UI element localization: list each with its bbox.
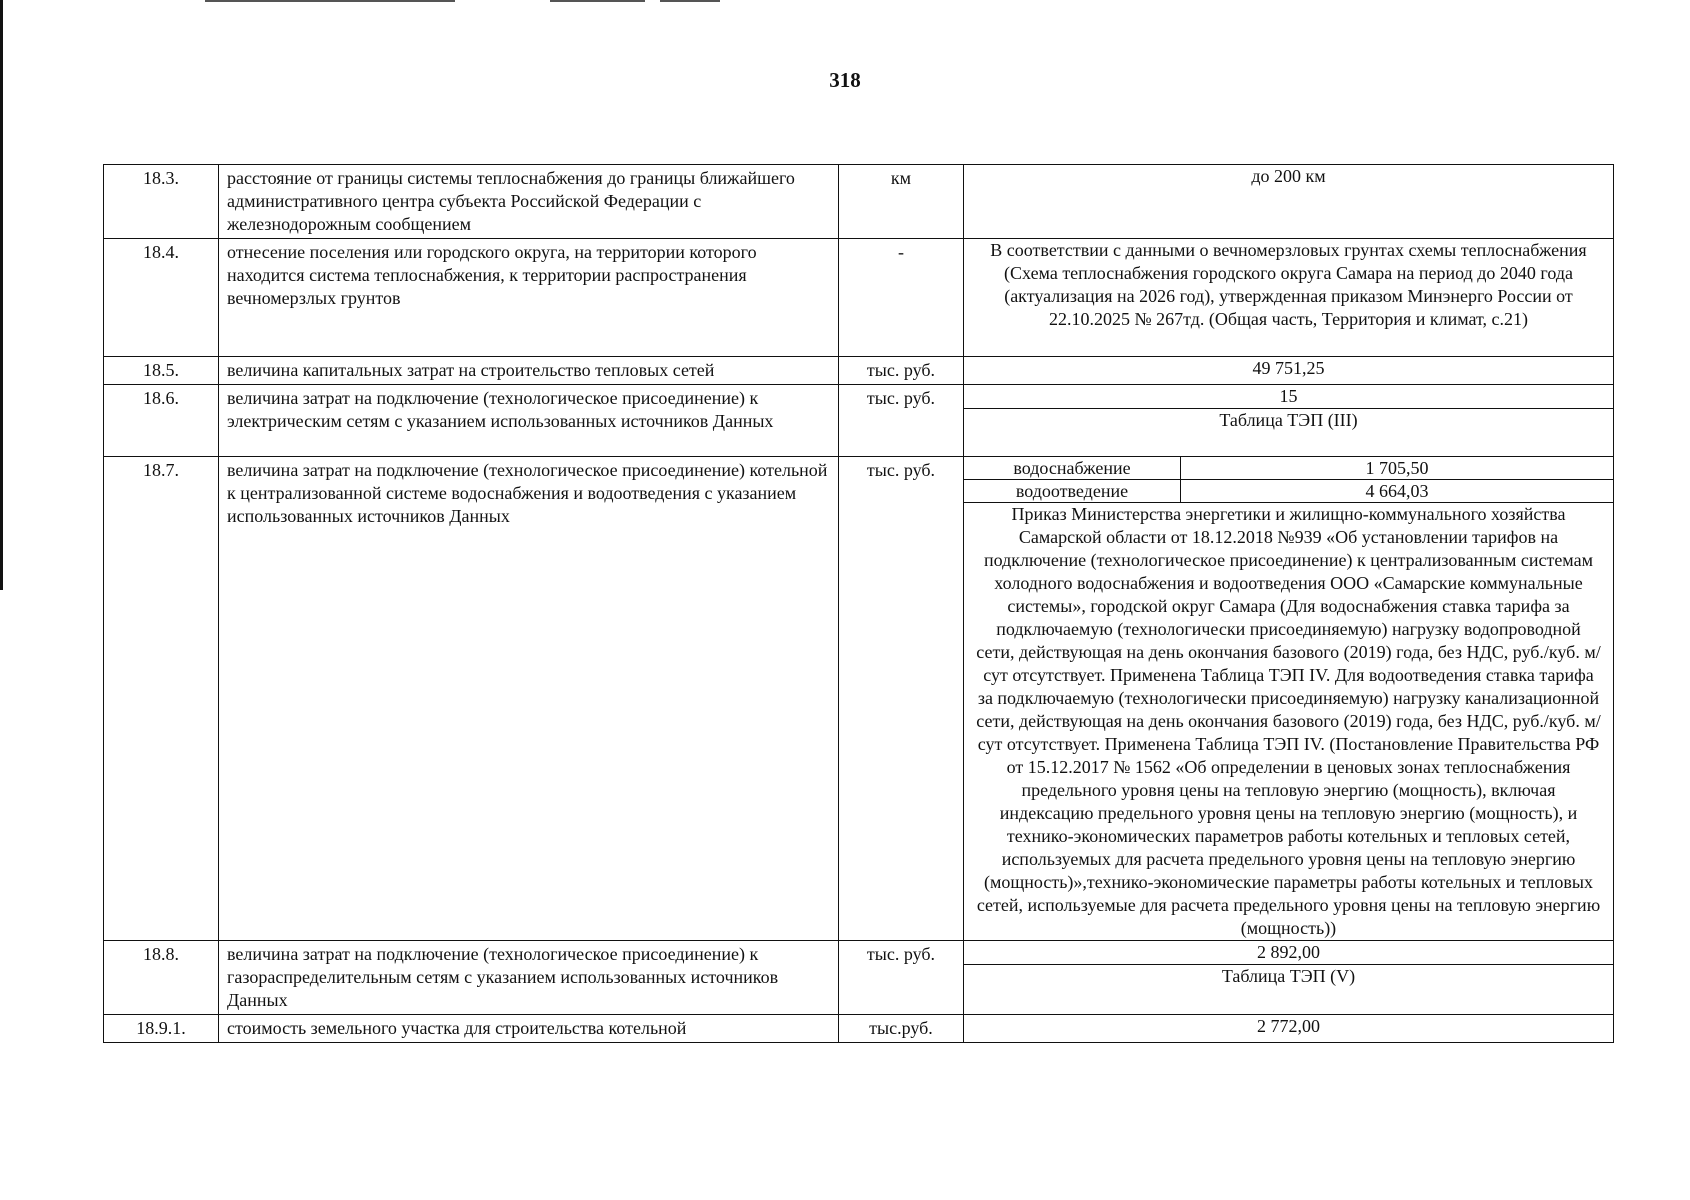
row-description: величина затрат на подключение (технологическое присоединение) котельной к централизованной системе водоснабжения и водоотведения с указанием использованных источников Данных [219,457,839,941]
row-number: 18.6. [104,385,219,457]
sub-values-table [964,457,1613,503]
row-value-cell [964,1015,1614,1043]
row-number: 18.9.1. [104,1015,219,1043]
row-value: В соответствии с данными о вечномерзловых грунтах схемы теплоснабжения (Схема теплоснабжения городского округа Самара на период до 2040 года (актуализация на 2026 год), утвержденная приказом Минэнерго России от 22.10.2025 № 267тд. (Общая часть, Территория и климат, с.21) [990,240,1587,329]
row-value-cell [964,357,1614,385]
table-row [104,385,1614,457]
row-value: 49 751,25 [1252,358,1325,378]
table-row [104,165,1614,239]
table-row [104,941,1614,1015]
row-description: величина затрат на подключение (технологическое присоединение) к электрическим сетям с указанием использованных источников Данных [219,385,839,457]
row-value: 2 892,00 [964,941,1613,965]
sub-value: 4 664,03 [1181,480,1614,503]
row-description: величина затрат на подключение (технологическое присоединение) к газораспределительным сетям с указанием использованных источников Данных [219,941,839,1015]
sub-value: 1 705,50 [1181,457,1614,480]
row-description: отнесение поселения или городского округа, на территории которого находится система теплоснабжения, к территории распространения вечномерзлых грунтов [219,239,839,357]
table-row [104,357,1614,385]
row-value-cell [964,457,1614,941]
sub-row [964,480,1613,503]
row-unit: тыс.руб. [839,1015,964,1043]
sub-label: водоотведение [964,480,1181,503]
row-unit: тыс. руб. [839,385,964,457]
scan-marks [205,0,725,4]
row-description: стоимость земельного участка для строительства котельной [219,1015,839,1043]
row-description: расстояние от границы системы теплоснабжения до границы ближайшего административного центра субъекта Российской Федерации с железнодорожным сообщением [219,165,839,239]
row-number: 18.5. [104,357,219,385]
page-number: 318 [829,68,861,92]
table-row [104,457,1614,941]
sub-row [964,457,1613,480]
row-value: до 200 км [1251,166,1326,186]
row-source: Приказ Министерства энергетики и жилищно-коммунального хозяйства Самарской области от 18.12.2018 №939 «Об установлении тарифов на подключение (технологическое присоединение) к централизованным системам холодного водоснабжения и водоотведения ООО «Самарские коммунальные системы», городской округ Самара (Для водоснабжения ставка тарифа за подключаемую (технологически присоединяемую) нагрузку водопроводной сети, действующая на день окончания базового (2019) года, без НДС, руб./куб. м/сут отсутствует. Применена Таблица ТЭП IV. Для водоотведения ставка тарифа за подключаемую (технологически присоединяемую) нагрузку канализационной сети, действующая на день окончания базового (2019) года, без НДС, руб./куб. м/сут отсутствует. Применена Таблица ТЭП IV. (Постановление Правительства РФ от 15.12.2017 № 1562 «Об определении в ценовых зонах теплоснабжения предельного уровня цены на тепловую энергию (мощность), включая индексацию предельного уровня цены на тепловую энергию (мощность), и технико-экономических параметров работы котельных и тепловых сетей, используемых для расчета предельного уровня цены на тепловую энергию (мощность)»,технико-экономические параметры работы котельных и тепловых сетей, используемые для расчета предельного уровня цены на тепловую энергию (мощность)) [976,504,1601,938]
row-description: величина капитальных затрат на строительство тепловых сетей [219,357,839,385]
row-number: 18.4. [104,239,219,357]
sub-label: водоснабжение [964,457,1181,480]
row-value-cell [964,239,1614,357]
row-unit: тыс. руб. [839,357,964,385]
row-unit: - [839,239,964,357]
table-row [104,239,1614,357]
row-source: Таблица ТЭП (III) [1219,410,1358,430]
row-unit: км [839,165,964,239]
parameters-table [103,164,1614,1043]
row-value-cell [964,941,1614,1015]
row-value: 2 772,00 [1257,1016,1320,1036]
row-value-cell [964,165,1614,239]
row-source: Таблица ТЭП (V) [1221,966,1356,986]
row-value-cell [964,385,1614,457]
row-unit: тыс. руб. [839,457,964,941]
row-number: 18.7. [104,457,219,941]
row-unit: тыс. руб. [839,941,964,1015]
table-row [104,1015,1614,1043]
row-number: 18.3. [104,165,219,239]
row-number: 18.8. [104,941,219,1015]
row-value: 15 [964,385,1613,409]
